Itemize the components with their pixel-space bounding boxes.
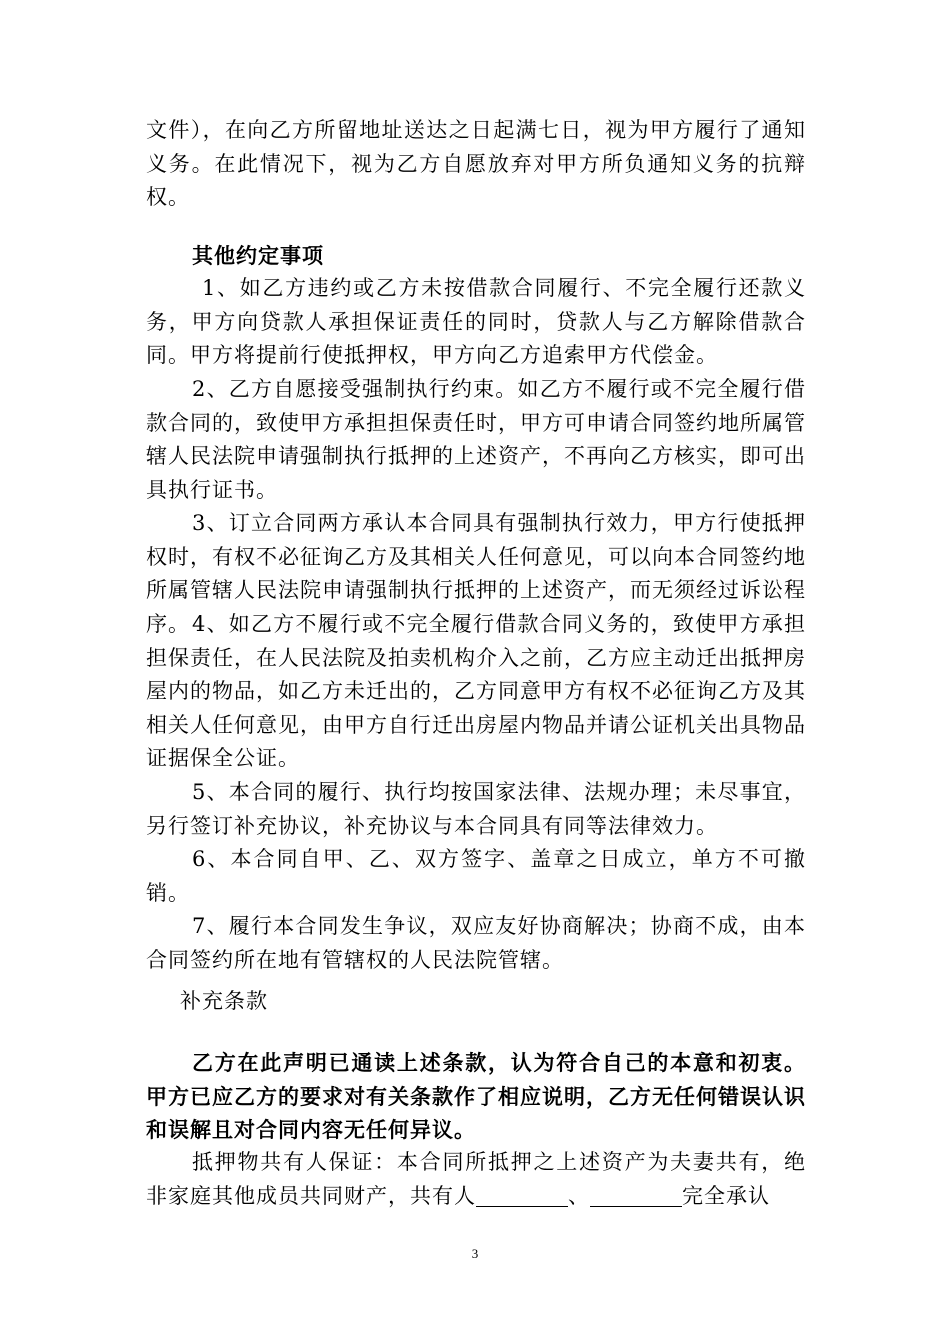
guarantee-separator: 、 bbox=[568, 1183, 590, 1208]
clause-7: 7、履行本合同发生争议，双应友好协商解决；协商不成，由本合同签约所在地有管辖权的人民法院管辖。 bbox=[146, 914, 806, 972]
clause-6: 6、本合同自甲、乙、双方签字、盖章之日成立，单方不可撤销。 bbox=[146, 847, 806, 905]
clause-5: 5、本合同的履行、执行均按国家法律、法规办理；未尽事宜，另行签订补充协议，补充协议与本合同具有同等法律效力。 bbox=[146, 780, 806, 838]
clause-2: 2、乙方自愿接受强制执行约束。如乙方不履行或不完全履行借款合同的，致使甲方承担担保责任时，甲方可申请合同签约地所属管辖人民法院申请强制执行抵押的上述资产，不再向乙方核实，即可出具执行证书。 bbox=[146, 377, 806, 502]
declaration-paragraph: 乙方在此声明已通读上述条款，认为符合自己的本意和初衷。甲方已应乙方的要求对有关条款作了相应说明，乙方无任何错误认识和误解且对合同内容无任何异议。 bbox=[146, 1050, 806, 1142]
section-other-title: 其他约定事项 bbox=[192, 243, 324, 268]
clause-3: 3、订立合同两方承认本合同具有强制执行效力，甲方行使抵押权时，有权不必征询乙方及其相关人任何意见，可以向本合同签约地所属管辖人民法院申请强制执行抵押的上述资产，而无须经过诉讼程序。 bbox=[146, 511, 806, 636]
guarantee-paragraph bbox=[146, 1146, 806, 1213]
co-owner-blank-2[interactable] bbox=[590, 1186, 682, 1207]
guarantee-text: 抵押物共有人保证：本合同所抵押之上述资产为夫妻共有，绝非家庭其他成员共同财产，共有人 bbox=[146, 1150, 806, 1208]
intro-paragraph: 文件），在向乙方所留地址送达之日起满七日，视为甲方履行了通知义务。在此情况下，视为乙方自愿放弃对甲方所负通知义务的抗辩权。 bbox=[146, 118, 806, 209]
clause-4: 4、如乙方不履行或不完全履行借款合同义务的，致使甲方承担担保责任，在人民法院及拍卖机构介入之前，乙方应主动迁出抵押房屋内的物品，如乙方未迁出的，乙方同意甲方有权不必征询乙方及其相关人任何意见，由甲方自行迁出房屋内物品并请公证机关出具物品证据保全公证。 bbox=[146, 612, 806, 770]
clause-1: 1、如乙方违约或乙方未按借款合同履行、不完全履行还款义务，甲方向贷款人承担保证责任的同时，贷款人与乙方解除借款合同。甲方将提前行使抵押权，甲方向乙方追索甲方代偿金。 bbox=[146, 276, 806, 367]
section-supplement-title: 补充条款 bbox=[180, 989, 268, 1013]
page-number: 3 bbox=[471, 1246, 479, 1261]
co-owner-blank-1[interactable] bbox=[476, 1186, 568, 1207]
guarantee-suffix: 完全承认 bbox=[682, 1183, 770, 1208]
